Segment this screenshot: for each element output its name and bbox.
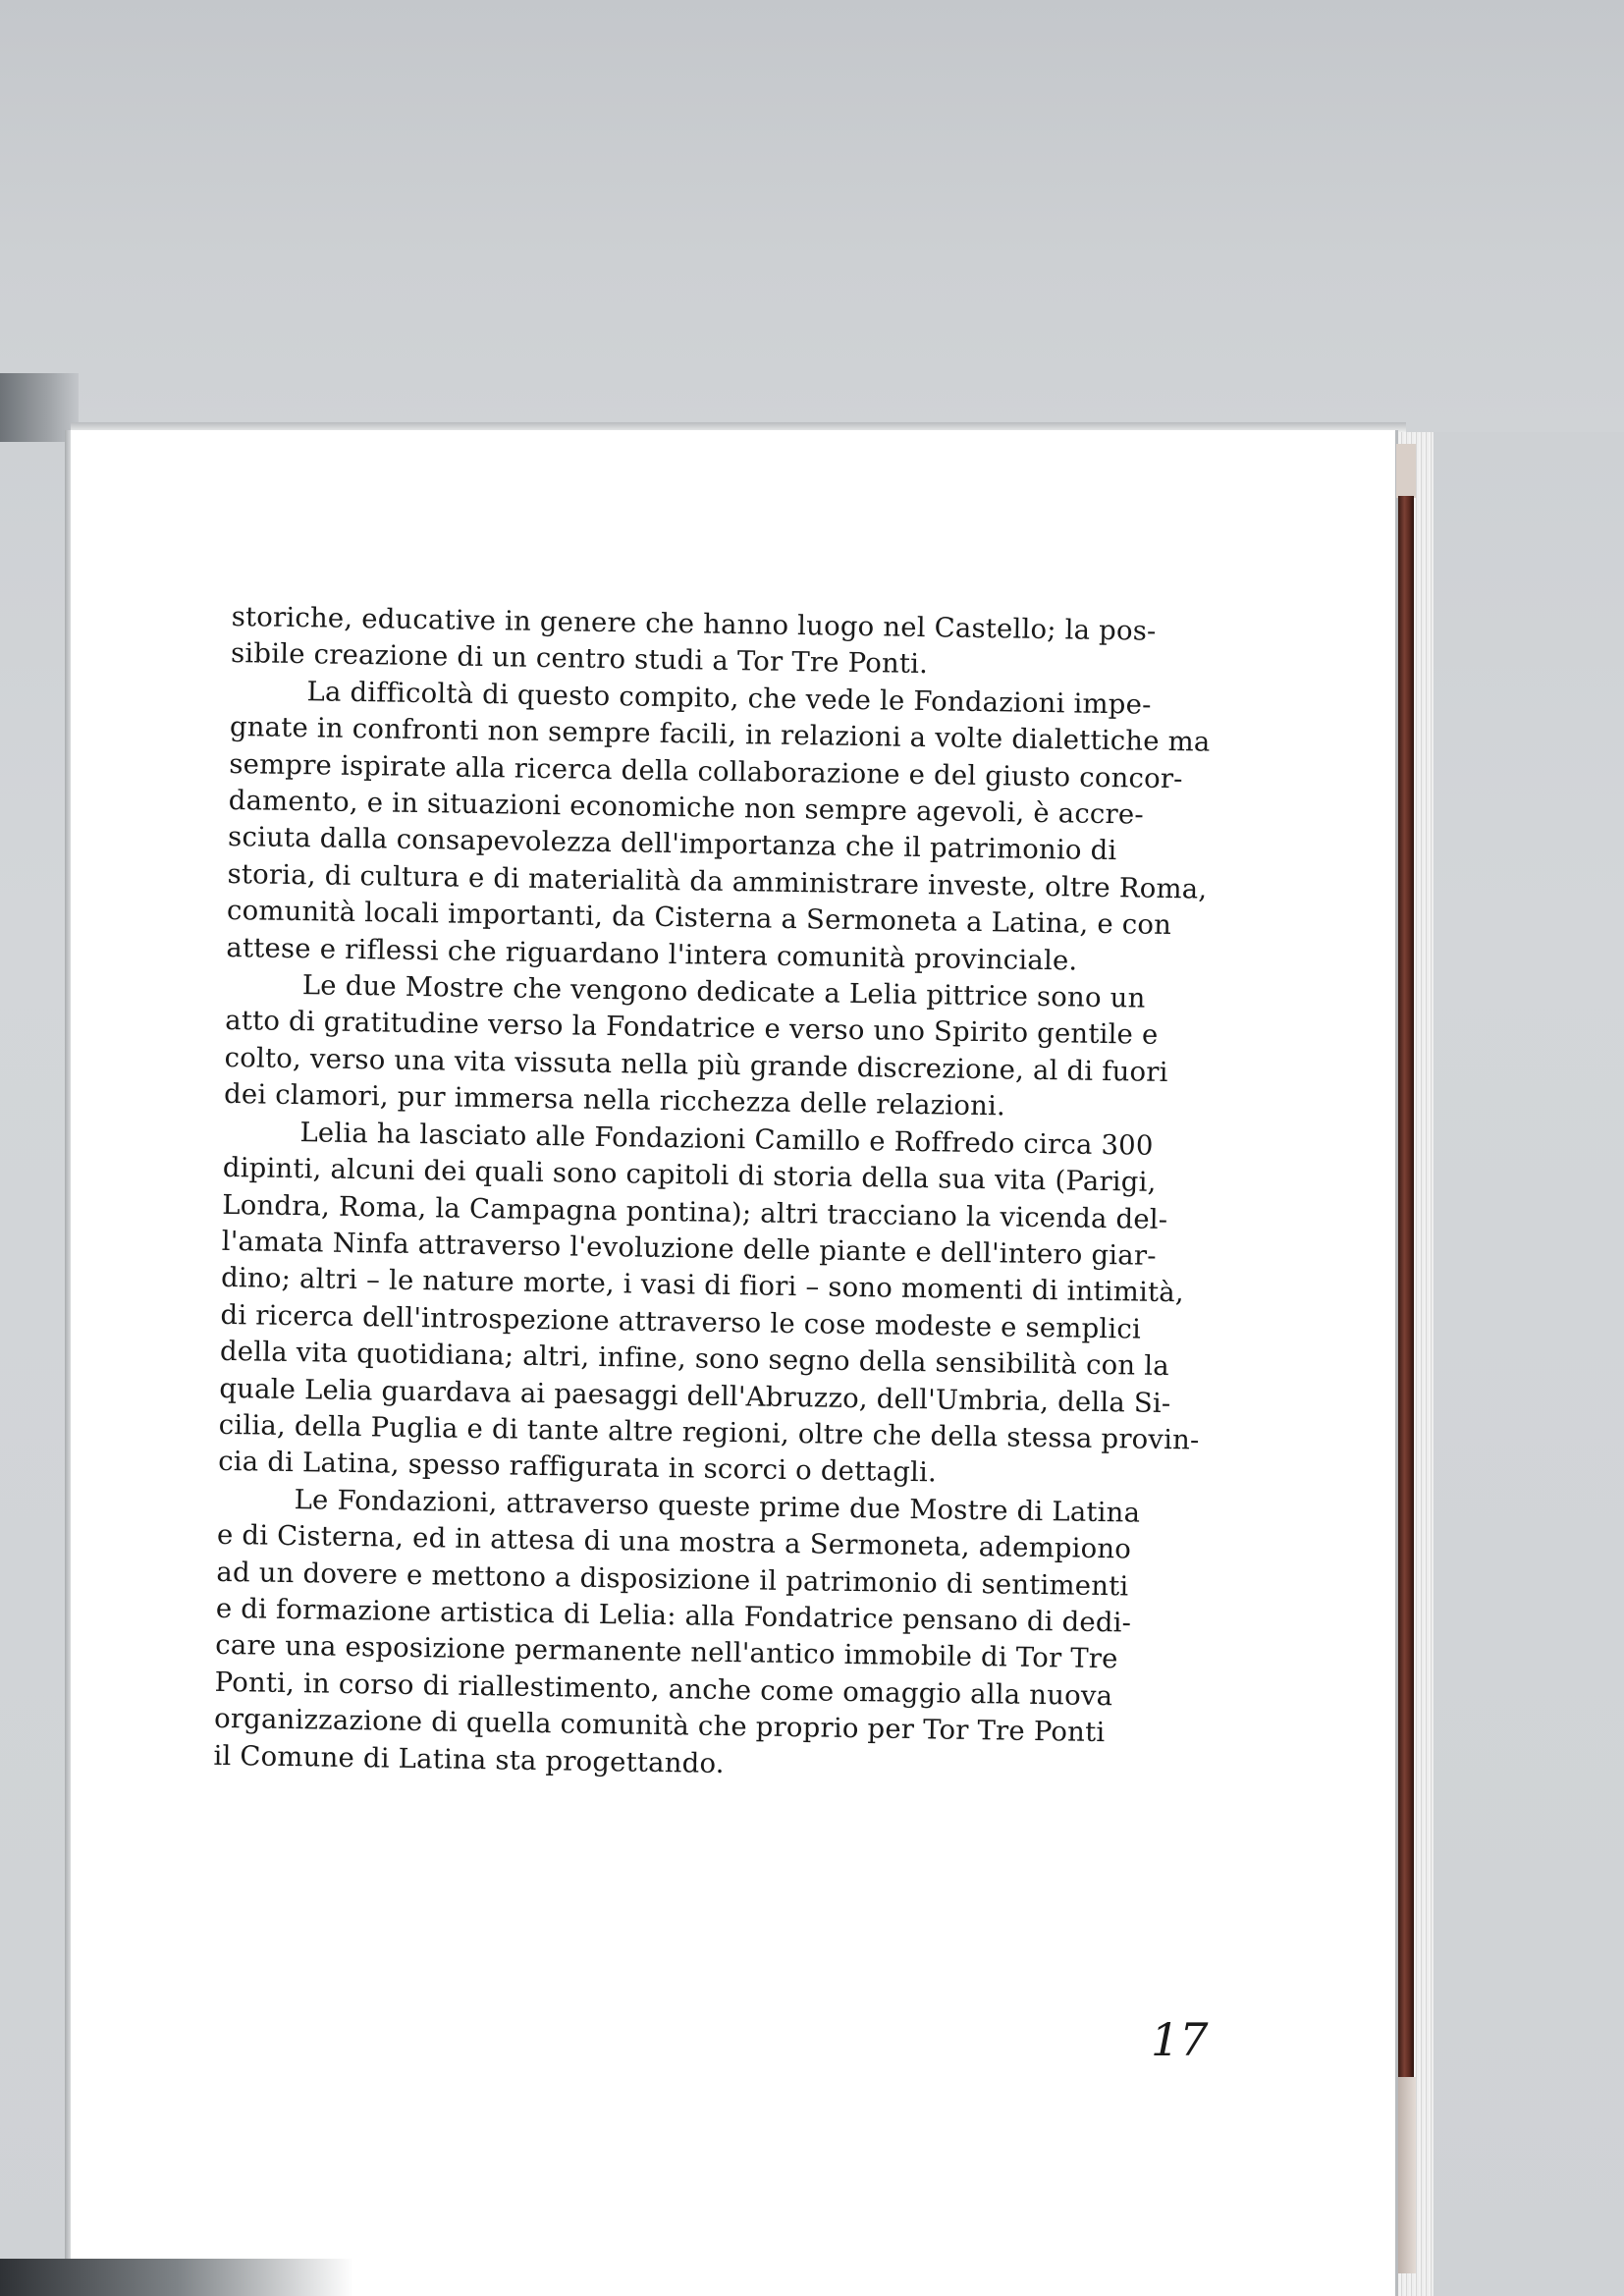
- text-line: ad un dovere e mettono a disposizione il patrimonio di sentimenti: [216, 1556, 1129, 1603]
- text-line: storiche, educative in genere che hanno luogo nel Castello; la pos-: [231, 600, 1157, 647]
- text-line: quale Lelia guardava ai paesaggi dell'Abruzzo, dell'Umbria, della Si-: [219, 1372, 1171, 1419]
- text-line: Le due Mostre che vengono dedicate a Lelia pittrice sono un: [301, 969, 1146, 1014]
- text-line: dino; altri – le nature morte, i vasi di fiori – sono momenti di intimità,: [220, 1262, 1185, 1309]
- book-spine: [1398, 496, 1414, 2077]
- paragraph: [226, 673, 1211, 980]
- scan-background: [0, 0, 1624, 432]
- text-line: cia di Latina, spesso raffigurata in scorci o dettagli.: [217, 1446, 938, 1489]
- text-line: cilia, della Puglia e di tante altre regioni, oltre che della stessa provin-: [218, 1408, 1200, 1456]
- paragraph: [217, 1114, 1200, 1495]
- text-line: gnate in confronti non sempre facili, in relazioni a volte dialettiche ma: [229, 711, 1211, 758]
- text-line: dei clamori, pur immersa nella ricchezza delle relazioni.: [223, 1078, 1006, 1122]
- scan-corner-shadow: [0, 2259, 353, 2296]
- body-text: [213, 599, 1211, 1788]
- text-line: e di Cisterna, ed in attesa di una mostra a Sermoneta, adempiono: [216, 1519, 1132, 1565]
- text-line: sciuta dalla consapevolezza dell'importanza che il patrimonio di: [227, 821, 1117, 867]
- text-line: attese e riflessi che riguardano l'intera comunità provinciale.: [226, 931, 1078, 977]
- text-line: comunità locali importanti, da Cisterna a Sermoneta a Latina, e con: [226, 895, 1172, 942]
- text-line: organizzazione di quella comunità che proprio per Tor Tre Ponti: [213, 1703, 1106, 1749]
- text-line: La difficoltà di questo compito, che vede le Fondazioni impe-: [306, 676, 1152, 721]
- text-line: damento, e in situazioni economiche non sempre agevoli, è accre-: [228, 785, 1145, 831]
- paragraph: [223, 966, 1168, 1127]
- text-line: Le Fondazioni, attraverso queste prime due Mostre di Latina: [294, 1483, 1141, 1529]
- text-line: sibile creazione di un centro studi a Tor Tre Ponti.: [230, 637, 929, 681]
- paragraph: [230, 599, 1157, 686]
- spine-bottom: [1398, 2077, 1416, 2273]
- spine-headband: [1396, 444, 1416, 498]
- text-line: sempre ispirate alla ricerca della collaborazione e del giusto concor-: [229, 747, 1183, 794]
- text-line: l'amata Ninfa attraverso l'evoluzione delle piante e dell'intero giar-: [221, 1225, 1157, 1272]
- text-line: Lelia ha lasciato alle Fondazioni Camillo e Roffredo circa 300: [299, 1116, 1154, 1162]
- text-line: colto, verso una vita vissuta nella più grande discrezione, al di fuori: [224, 1041, 1168, 1088]
- paragraph: [213, 1481, 1141, 1788]
- text-line: di ricerca dell'introspezione attraverso le cose modeste e semplici: [220, 1298, 1142, 1345]
- text-line: dipinti, alcuni dei quali sono capitoli di storia della sua vita (Parigi,: [222, 1152, 1157, 1198]
- text-line: il Comune di Latina sta progettando.: [213, 1739, 725, 1779]
- page-number: 17: [1151, 2013, 1209, 2066]
- text-line: care una esposizione permanente nell'antico immobile di Tor Tre: [215, 1629, 1118, 1675]
- text-line: atto di gratitudine verso la Fondatrice e verso uno Spirito gentile e: [225, 1005, 1159, 1052]
- text-line: Londra, Roma, la Campagna pontina); altri tracciano la vicenda del-: [222, 1188, 1168, 1235]
- text-line: storia, di cultura e di materialità da amministrare investe, oltre Roma,: [227, 857, 1208, 905]
- text-line: della vita quotidiana; altri, infine, sono segno della sensibilità con la: [219, 1336, 1170, 1383]
- text-line: e di formazione artistica di Lelia: alla Fondatrice pensano di dedi-: [215, 1592, 1132, 1639]
- text-line: Ponti, in corso di riallestimento, anche come omaggio alla nuova: [214, 1666, 1113, 1713]
